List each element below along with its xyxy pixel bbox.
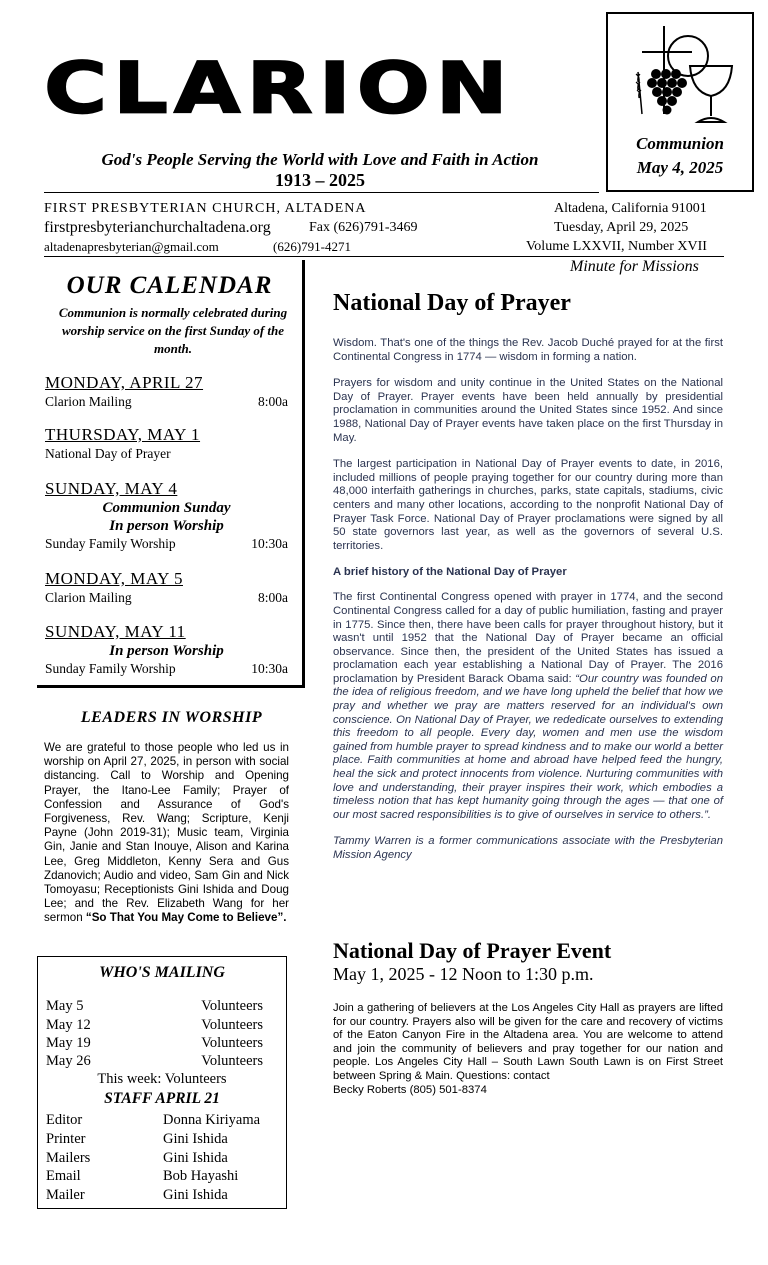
calendar-event	[45, 373, 288, 410]
calendar-item: Clarion Mailing	[45, 590, 132, 605]
mailing-row	[46, 1016, 263, 1034]
staff-name: Gini Ishida	[163, 1150, 228, 1166]
calendar-line	[45, 393, 288, 410]
masthead	[44, 47, 564, 142]
mailing-date: May 12	[46, 1017, 91, 1033]
years: 1913 – 2025	[275, 170, 365, 190]
email-link[interactable]: altadenapresbyterian@gmail.com	[44, 239, 219, 254]
mailing-row	[46, 997, 263, 1015]
masthead-rule	[44, 192, 599, 193]
event-text: Join a gathering of believers at the Los Angeles City Hall as prayers are lifted for our country. Prayers also will be given for the care and recovery of victims of the Eaton Canyon Fire in the Altadena area. You are welcome to attend and join the community of believers and pray together for our nation and people. Los Angeles City Hall – South Lawn South Lawn is on First Street between Spring & Main. Questions: contact	[333, 1002, 723, 1082]
calendar-line	[45, 589, 288, 606]
calendar-box	[37, 260, 305, 688]
mailing-box	[37, 956, 287, 1209]
calendar-day: SUNDAY, MAY 4	[45, 479, 178, 498]
calendar-line	[45, 445, 288, 462]
calendar-heading: OUR CALENDAR	[66, 272, 273, 299]
mailing-who: Volunteers	[201, 998, 263, 1014]
article-quote: “Our country was founded on the idea of religious freedom, and we have long upheld the belief that how we pray and whether we pray are matters reserved for an individual's own conscience. On National Day of Prayer, we rededicate ourselves to extending this freedom to all people. Every day, women and men use the wisdom gained from humble prayer to spread kindness and to make our world a better place. Faith communities at home and abroad have helped feed the hungry, heal the sick and protect innocents from violence. Nurturing communities with love and understanding, their prayer inspires their work, which embodies a timeless notion that has kept humanity going through the ages — that one of our most sacred responsibilities is to give of ourselves in service to others.”.	[333, 672, 723, 821]
mailing-who: Volunteers	[201, 1053, 263, 1069]
calendar-event	[45, 479, 288, 552]
article-paragraph	[333, 591, 723, 822]
calendar-line	[45, 660, 288, 677]
calendar-line	[45, 535, 288, 552]
church-address: Altadena, California 91001	[554, 201, 707, 216]
article-paragraph: The largest participation in National Day of Prayer events to date, in 2016, included millions of people praying together for our country during more than 48,000 interfaith gatherings in churches, parks, state capitals, stadiums, civic centers and many other locations, according to the nonprofit National Day of Prayer Task Force. National Day of Prayer proclamations were signed by all 50 state governors last year, as well as the governors of several U.S. territories.	[333, 458, 723, 552]
calendar-event	[45, 569, 288, 606]
article-paragraph-text: The first Continental Congress opened with prayer in 1774, and the second Continental Congress called for a day of public humiliation, fasting and prayer in 1775. Since then, there have been calls for prayer throughout history, but it wasn't until 1952 that the National Day of Prayer became an official observance. Since then, the president of the United States has issued a proclamation each year establishing a National Day of Prayer. The 2016 proclamation by President Barack Obama said:	[333, 591, 723, 685]
calendar-item: National Day of Prayer	[45, 446, 171, 461]
calendar-day: THURSDAY, MAY 1	[45, 425, 201, 444]
calendar-subtitle: In person Worship	[109, 518, 224, 534]
event-time: May 1, 2025 - 12 Noon to 1:30 p.m.	[333, 964, 594, 984]
mailing-date: May 5	[46, 998, 84, 1014]
calendar-time: 8:00a	[258, 394, 288, 409]
leaders-body	[44, 741, 289, 926]
info-rule	[44, 256, 724, 257]
calendar-subtitle: Communion Sunday	[102, 500, 231, 516]
mailing-who: Volunteers	[201, 1017, 263, 1033]
calendar-subtitle: In person Worship	[109, 643, 224, 659]
mailing-date: May 19	[46, 1035, 91, 1051]
calendar-note: Communion is normally celebrated during worship service on the first Sunday of the month.	[58, 305, 288, 356]
staff-role: Printer	[46, 1131, 86, 1147]
staff-name: Bob Hayashi	[163, 1168, 239, 1184]
leaders-text: We are grateful to those people who led us in worship on April 27, 2025, in person with social distancing. Call to Worship and Opening Prayer, the Itano-Lee Family; Prayer of Confession and Assurance of God's Forgiveness, Rev. Wang; Scripture, Kenji Payne (John 2019-31); Music team, Virginia Gin, Janie and Stan Inouye, Alison and Karina Lee, Greg Middleton, Kenny Sera and Gus Zdanovich; Audio and video, Sam Gin and Nick Tomoyasu; Receptionists Gini Ishida and Doug Lee; and the Rev. Elizabeth Wang for her sermon	[44, 741, 289, 925]
calendar-item: Sunday Family Worship	[45, 536, 176, 551]
website-link[interactable]: firstpresbyterianchurchaltadena.org	[44, 219, 271, 236]
mailing-row	[46, 1034, 263, 1052]
mailing-who: Volunteers	[201, 1035, 263, 1051]
calendar-event	[45, 425, 288, 462]
newsletter-title: CLARION	[44, 47, 514, 130]
calendar-day: MONDAY, APRIL 27	[45, 373, 204, 392]
event-body	[333, 1002, 723, 1097]
calendar-event	[45, 622, 288, 677]
mailing-this-week: This week: Volunteers	[97, 1071, 227, 1087]
article-subheading: A brief history of the National Day of Prayer	[333, 566, 567, 579]
article-paragraph: Prayers for wisdom and unity continue in the United States on the National Day of Prayer. Prayer events have been held annually by presidential proclamation in communities around the United States since 1952. And since 1988, National Day of Prayer events have taken place on the first Thursday in May.	[333, 377, 723, 444]
calendar-day: SUNDAY, MAY 11	[45, 622, 186, 641]
calendar-time: 10:30a	[251, 661, 288, 676]
staff-name: Gini Ishida	[163, 1131, 228, 1147]
leaders-heading: LEADERS IN WORSHIP	[80, 709, 263, 726]
staff-role: Mailer	[46, 1187, 85, 1203]
volume-number: Volume LXXVII, Number XVII	[526, 239, 707, 254]
staff-name: Donna Kiriyama	[163, 1112, 261, 1128]
staff-name: Gini Ishida	[163, 1187, 228, 1203]
article-body	[333, 337, 723, 876]
fax-number: Fax (626)791-3469	[309, 220, 418, 235]
article-paragraph: Wisdom. That's one of the things the Rev. Jacob Duché prayed for at the first Continental Congress in 1774 — wisdom in forming a nation.	[333, 337, 723, 363]
calendar-day: MONDAY, MAY 5	[45, 569, 183, 588]
calendar-item: Clarion Mailing	[45, 394, 132, 409]
communion-date: May 4, 2025	[636, 158, 724, 177]
calendar-time: 8:00a	[258, 590, 288, 605]
staff-heading: STAFF APRIL 21	[104, 1090, 220, 1107]
staff-role: Editor	[46, 1112, 83, 1128]
article-byline	[333, 835, 723, 862]
publication-date: Tuesday, April 29, 2025	[554, 220, 689, 235]
calendar-time: 10:30a	[251, 536, 288, 551]
phone-number: (626)791-4271	[273, 239, 351, 254]
mailing-heading: WHO'S MAILING	[99, 964, 225, 981]
sermon-title: “So That You May Come to Believe”.	[85, 911, 287, 925]
staff-role: Mailers	[46, 1150, 91, 1166]
calendar-item: Sunday Family Worship	[45, 661, 176, 676]
minute-for-missions: Minute for Missions	[570, 258, 699, 275]
article-byline-text: Tammy Warren is a former communications associate with the Presbyterian Mission Agency	[333, 835, 723, 861]
communion-box	[606, 12, 754, 192]
event-title: National Day of Prayer Event	[333, 938, 612, 963]
tagline: God's People Serving the World with Love and Faith in Action	[101, 150, 539, 169]
article-title: National Day of Prayer	[333, 290, 571, 316]
event-contact: Becky Roberts (805) 501-8374	[333, 1083, 487, 1096]
communion-title: Communion	[636, 134, 724, 153]
mailing-row	[46, 1052, 263, 1070]
church-name: FIRST PRESBYTERIAN CHURCH, ALTADENA	[44, 201, 367, 216]
staff-role: Email	[46, 1168, 81, 1184]
communion-chalice-icon	[628, 22, 738, 130]
mailing-date: May 26	[46, 1053, 91, 1069]
